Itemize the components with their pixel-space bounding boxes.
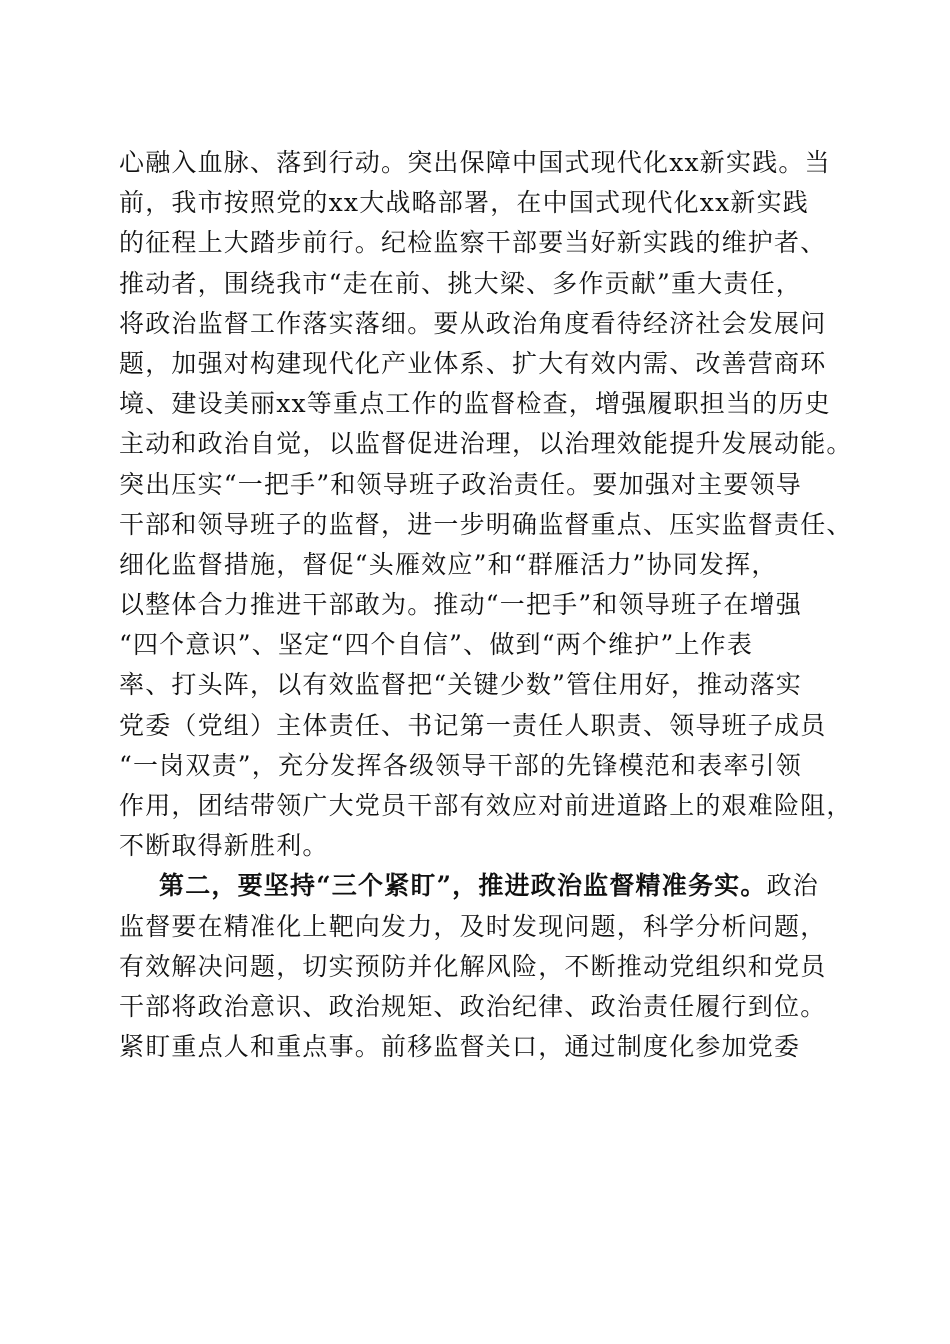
text-line: 干部将政治意识、政治规矩、政治纪律、政治责任履行到位。 (119, 991, 827, 1021)
text-line: 率、打头阵，以有效监督把“关键少数”管住用好，推动落实 (119, 670, 802, 700)
text-line: 的征程上大踏步前行。纪检监察干部要当好新实践的维护者、 (119, 228, 827, 258)
text-line: 有效解决问题，切实预防并化解风险，不断推动党组织和党员 (119, 951, 827, 981)
text-line: 前，我市按照党的xx大战略部署，在中国式现代化xx新实践 (119, 188, 809, 218)
text-line: 境、建设美丽xx等重点工作的监督检查，增强履职担当的历史 (119, 389, 831, 419)
text-line: 以整体合力推进干部敢为。推动“一把手”和领导班子在增强 (119, 590, 802, 620)
text-line: 党委（党组）主体责任、书记第一责任人职责、领导班子成员 (119, 710, 827, 740)
paragraph-2-first-line (119, 866, 849, 906)
text-line: 题，加强对构建现代化产业体系、扩大有效内需、改善营商环 (119, 348, 827, 378)
text-line: “四个意识”、坚定“四个自信”、做到“两个维护”上作表 (119, 630, 754, 660)
document-body (119, 143, 853, 1067)
text-line: 推动者，围绕我市“走在前、挑大梁、多作贡献”重大责任， (119, 268, 802, 298)
text-line: 紧盯重点人和重点事。前移监督关口，通过制度化参加党委 (119, 1032, 801, 1062)
text-line: 将政治监督工作落实落细。要从政治角度看待经济社会发展问 (119, 308, 827, 338)
text-line: 干部和领导班子的监督，进一步明确监督重点、压实监督责任、 (119, 509, 853, 539)
text-line: 突出压实“一把手”和领导班子政治责任。要加强对主要领导 (119, 469, 802, 499)
text-line: 心融入血脉、落到行动。突出保障中国式现代化xx新实践。当 (119, 148, 831, 177)
text-line: 不断取得新胜利。 (119, 831, 329, 861)
text-line: 作用，团结带领广大党员干部有效应对前进道路上的艰难险阻， (119, 791, 853, 820)
section-heading: 第二，要坚持“三个紧盯”，推进政治监督精准务实。 (159, 871, 767, 901)
text-line: 监督要在精准化上靶向发力，及时发现问题，科学分析问题， (119, 911, 827, 941)
text-line: “一岗双责”，充分发挥各级领导干部的先锋模范和表率引领 (119, 750, 802, 780)
text-line: 主动和政治自觉，以监督促进治理，以治理效能提升发展动能。 (119, 429, 853, 459)
text-fragment: 政治 (766, 871, 819, 901)
text-line: 细化监督措施，督促“头雁效应”和“群雁活力”协同发挥， (119, 549, 778, 579)
